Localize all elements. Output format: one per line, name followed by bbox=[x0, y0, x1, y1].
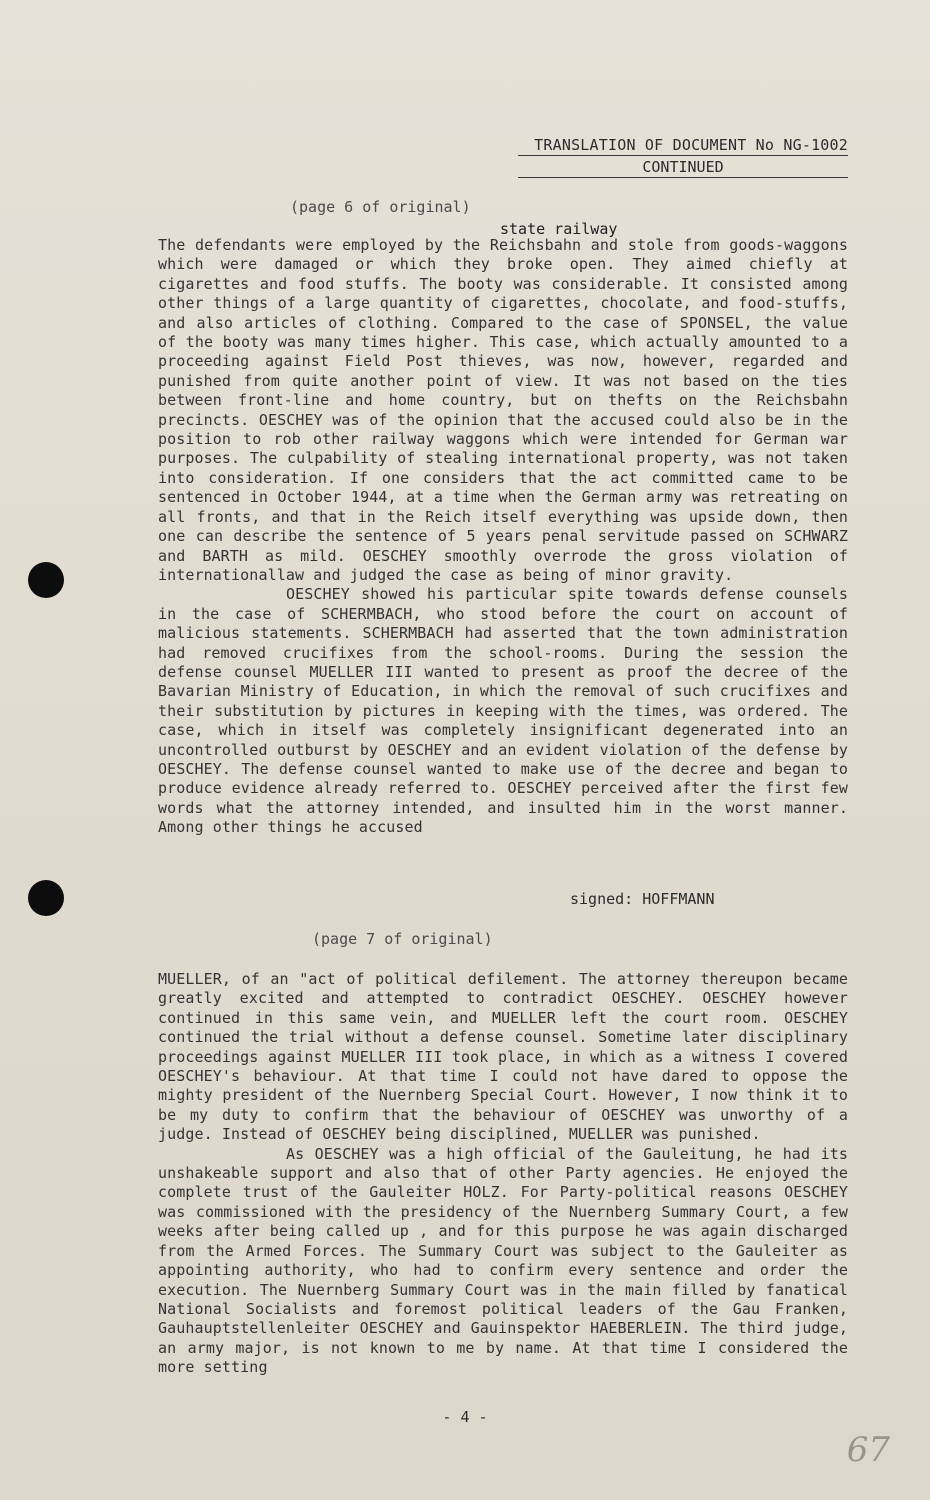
header-subtitle: CONTINUED bbox=[518, 158, 848, 178]
signature-line: signed: HOFFMANN bbox=[570, 890, 715, 908]
margin-handwritten-note: 67 bbox=[846, 1430, 890, 1470]
punch-hole-bottom bbox=[28, 880, 64, 916]
page-number: - 4 - bbox=[442, 1408, 488, 1426]
section-page-6 bbox=[158, 236, 848, 838]
paragraph: OESCHEY showed his particular spite towards defense counsels in the case of SCHERMBACH, who stood before the court on account of malicious statements. SCHERMBACH had asserted that the town administration had removed crucifixes from the school-rooms. During the session the defense counsel MUELLER III wanted to present as proof the decree of the Bavarian Ministry of Education, in which the removal of such crucifixes and their substitution by pictures in keeping with the times, was ordered. The case, which in itself was completely insignificant degenerated into an uncontrolled outburst by OESCHEY and an evident violation of the defense by OESCHEY. The defense counsel wanted to make use of the decree and began to produce evidence already referred to. OESCHEY perceived after the first few words what the attorney intended, and insulted him in the worst manner. Among other things he accused bbox=[158, 585, 848, 837]
document-header bbox=[518, 136, 848, 178]
paragraph: The defendants were employed by the Reichsbahn and stole from goods-waggons which were damaged or which they broke open. They aimed chiefly at cigarettes and food stuffs. The booty was considerable. It consisted among other things of a large quantity of cigarettes, chocolate, and food-stuffs, and also articles of clothing. Compared to the case of SPONSEL, the value of the booty was many times higher. This case, which actually amounted to a proceeding against Field Post thieves, was now, however, regarded and punished from quite another point of view. It was not based on the ties between front-line and home country, but on thefts on the Reichsbahn precincts. OESCHEY was of the opinion that the accused could also be in the position to rob other railway waggons which were intended for German war purposes. The culpability of stealing international property, was not taken into consideration. If one considers that the act committed came to be sentenced in October 1944, at a time when the German army was retreating on all fronts, and that in the Reich itself everything was upside down, then one can describe the sentence of 5 years penal servitude passed on SCHWARZ and BARTH as mild. OESCHEY smoothly overrode the gross violation of internationallaw and judged the case as being of minor gravity. bbox=[158, 236, 848, 584]
original-page-label-7: (page 7 of original) bbox=[312, 930, 493, 948]
punch-hole-top bbox=[28, 562, 64, 598]
paragraph: MUELLER, of an "act of political defilement. The attorney thereupon became greatly excited and attempted to contradict OESCHEY. OESCHEY however continued in this same vein, and MUELLER left the court room. OESCHEY continued the trial without a defense counsel. Sometime later disciplinary proceedings against MUELLER III took place, in which as a witness I covered OESCHEY's behaviour. At that time I could not have dared to oppose the mighty president of the Nuernberg Special Court. However, I now think it to be my duty to confirm that the behaviour of OESCHEY was unworthy of a judge. Instead of OESCHEY being disciplined, MUELLER was punished. bbox=[158, 970, 848, 1144]
handwritten-insertion: state railway bbox=[500, 220, 618, 238]
section-page-7 bbox=[158, 970, 848, 1378]
original-page-label-6: (page 6 of original) bbox=[290, 198, 471, 216]
header-title: TRANSLATION OF DOCUMENT No NG-1002 bbox=[518, 136, 848, 156]
paragraph: As OESCHEY was a high official of the Gauleitung, he had its unshakeable support and also that of other Party agencies. He enjoyed the complete trust of the Gauleiter HOLZ. For Party-political reasons OESCHEY was commissioned with the presidency of the Nuernberg Summary Court, a few weeks after being called up , and for this purpose he was again discharged from the Armed Forces. The Summary Court was subject to the Gauleiter as appointing authority, who had to confirm every sentence and order the execution. The Nuernberg Summary Court was in the main filled by fanatical National Socialists and foremost political leaders of the Gau Franken, Gauhauptstellenleiter OESCHEY and Gauinspektor HAEBERLEIN. The third judge, an army major, is not known to me by name. At that time I considered the more setting bbox=[158, 1144, 848, 1377]
